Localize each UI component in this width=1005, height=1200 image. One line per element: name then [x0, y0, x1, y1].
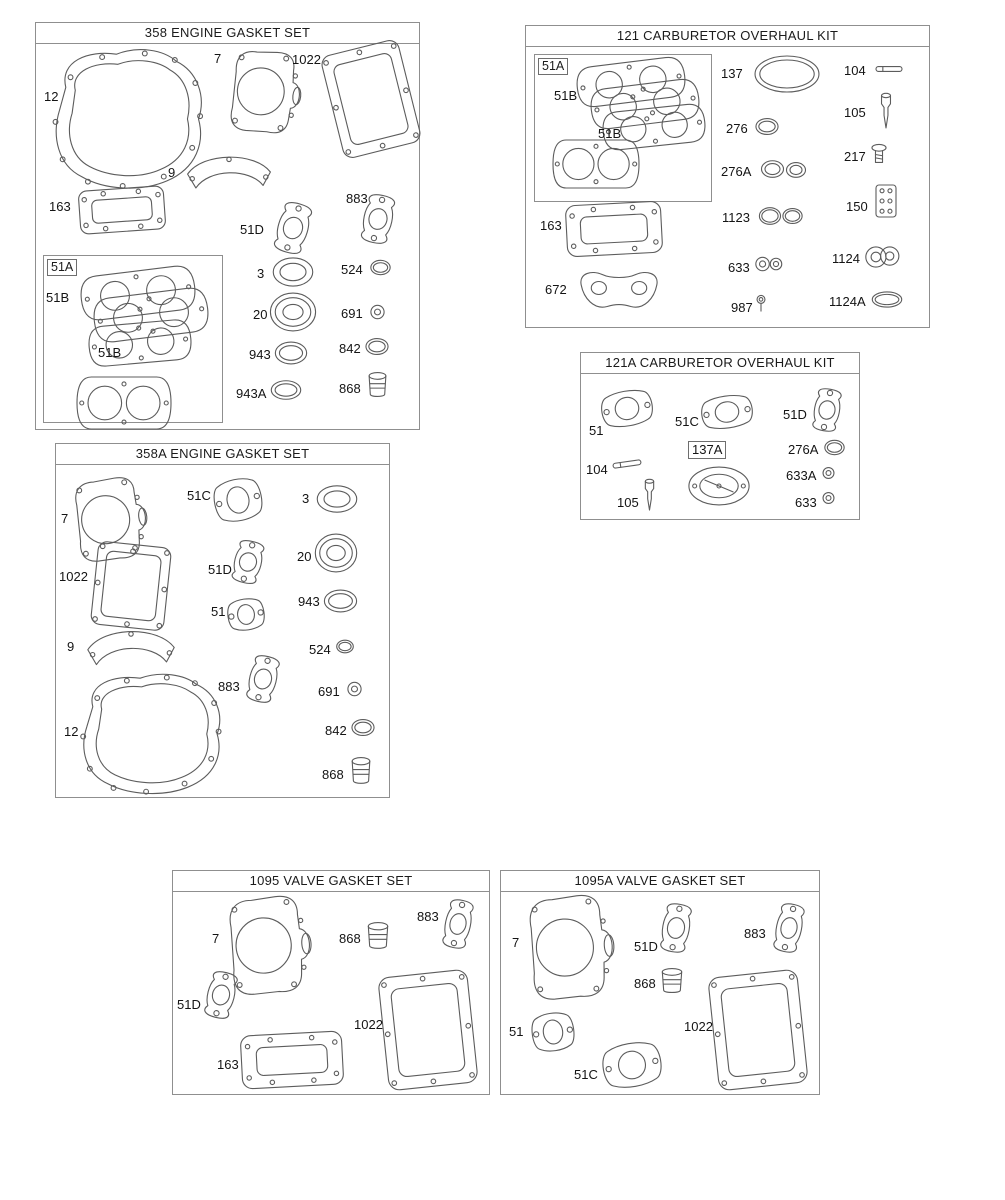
- part-drawing-524: [336, 639, 354, 654]
- part-label-51: 51: [589, 423, 604, 438]
- part-drawing-672: [577, 268, 661, 318]
- part-label-12: 12: [64, 724, 79, 739]
- part-drawing-1124: [866, 245, 899, 269]
- part-label-51B: 51B: [598, 126, 622, 141]
- part-label-51D: 51D: [783, 407, 807, 422]
- part-drawing-163: [564, 199, 665, 258]
- part-drawing-1123: [757, 205, 805, 227]
- part-label-1124A: 1124A: [829, 294, 866, 309]
- part-drawing-163: [239, 1029, 346, 1090]
- part-label-943: 943: [249, 347, 271, 362]
- part-label-217: 217: [844, 149, 866, 164]
- part-label-524: 524: [341, 262, 363, 277]
- part-label-987: 987: [731, 300, 753, 315]
- part-drawing-137A: [687, 465, 751, 507]
- part-drawing-51D: [226, 536, 270, 589]
- part-label-1123: 1123: [722, 210, 750, 225]
- part-label-51D: 51D: [177, 997, 201, 1012]
- part-drawing-943A: [270, 379, 302, 401]
- part-drawing-104: [875, 65, 903, 73]
- part-label-51C: 51C: [187, 488, 211, 503]
- part-label-104: 104: [844, 63, 866, 78]
- part-label-51B: 51B: [554, 88, 578, 103]
- part-drawing-868: [368, 372, 387, 398]
- part-drawing-150: [875, 184, 897, 218]
- part-drawing-105: [879, 93, 893, 129]
- part-label-163: 163: [217, 1057, 239, 1072]
- panel-358-engine-gasket-set: [35, 22, 420, 430]
- part-label-163: 163: [49, 199, 71, 214]
- part-drawing-9: [183, 151, 275, 193]
- part-drawing-943: [274, 340, 308, 366]
- panel-121a-carburetor-overhaul-kit: [580, 352, 860, 520]
- part-label-633: 633: [728, 260, 750, 275]
- part-drawing-868: [661, 968, 683, 994]
- part-label-524: 524: [309, 642, 331, 657]
- part-label-51D: 51D: [240, 222, 264, 237]
- part-drawing-51D: [267, 197, 318, 259]
- part-drawing-633: [822, 491, 835, 505]
- part-label-868: 868: [339, 931, 361, 946]
- part-label-137: 137: [721, 66, 743, 81]
- part-drawing-633A: [822, 466, 835, 480]
- panel-title: 1095 VALVE GASKET SET: [173, 871, 489, 892]
- part-label-12: 12: [44, 89, 59, 104]
- part-drawing-943: [323, 588, 358, 614]
- part-drawing-1022: [89, 539, 174, 632]
- part-drawing-51C: [208, 473, 268, 527]
- part-drawing-51D: [198, 967, 243, 1024]
- part-label-20: 20: [253, 307, 268, 322]
- part-label-868: 868: [634, 976, 656, 991]
- part-label-1124: 1124: [832, 251, 860, 266]
- part-label-20: 20: [297, 549, 312, 564]
- part-label-883: 883: [744, 926, 766, 941]
- part-drawing-842: [351, 718, 375, 737]
- part-label-1022: 1022: [59, 569, 88, 584]
- part-label-842: 842: [339, 341, 361, 356]
- part-label-868: 868: [322, 767, 344, 782]
- panel-title: 358A ENGINE GASKET SET: [56, 444, 389, 465]
- part-label-7: 7: [212, 931, 220, 946]
- part-drawing-842: [365, 337, 389, 356]
- part-label-3: 3: [302, 491, 310, 506]
- part-label-943: 943: [298, 594, 320, 609]
- part-drawing-twinport: [76, 375, 172, 431]
- part-label-51D: 51D: [634, 939, 658, 954]
- part-label-51: 51: [509, 1024, 524, 1039]
- panel-1095a-valve-gasket-set: [500, 870, 820, 1095]
- part-drawing-twinport: [86, 317, 193, 370]
- part-label-163: 163: [540, 218, 562, 233]
- part-label-1022: 1022: [354, 1017, 383, 1032]
- part-label-883: 883: [417, 909, 439, 924]
- part-drawing-twinport: [552, 138, 640, 190]
- part-drawing-1022: [318, 37, 424, 162]
- part-drawing-883: [437, 895, 479, 953]
- part-drawing-51: [596, 385, 658, 431]
- part-label-51C: 51C: [574, 1067, 598, 1082]
- part-drawing-868: [367, 922, 389, 950]
- part-drawing-276: [755, 117, 779, 136]
- part-drawing-276A: [824, 439, 845, 456]
- part-drawing-1022: [706, 968, 810, 1093]
- part-drawing-20: [314, 532, 358, 574]
- part-label-691: 691: [318, 684, 340, 699]
- part-label-883: 883: [346, 191, 368, 206]
- part-label-105: 105: [844, 105, 866, 120]
- part-label-3: 3: [257, 266, 265, 281]
- part-label-51D: 51D: [208, 562, 232, 577]
- part-drawing-12: [78, 672, 226, 796]
- part-label-276: 276: [726, 121, 748, 136]
- part-drawing-1124A: [871, 290, 903, 309]
- part-drawing-137: [753, 54, 821, 94]
- part-drawing-217: [871, 144, 887, 165]
- part-drawing-3: [272, 256, 314, 288]
- part-drawing-163: [77, 184, 168, 236]
- part-label-633A: 633A: [786, 468, 817, 483]
- part-label-9: 9: [67, 639, 75, 654]
- part-drawing-633: [755, 256, 783, 272]
- part-drawing-3: [316, 484, 358, 514]
- part-label-105: 105: [617, 495, 639, 510]
- part-drawing-1022: [376, 968, 480, 1093]
- part-label-104: 104: [586, 462, 608, 477]
- part-label-1022: 1022: [292, 52, 321, 67]
- part-label-691: 691: [341, 306, 363, 321]
- part-drawing-20: [269, 291, 317, 333]
- part-label-7: 7: [214, 51, 222, 66]
- part-drawing-883: [768, 899, 810, 957]
- part-drawing-51C: [697, 391, 757, 432]
- part-drawing-51: [224, 595, 268, 633]
- part-drawing-7: [521, 890, 623, 1004]
- part-label-883: 883: [218, 679, 240, 694]
- part-drawing-868: [351, 757, 371, 785]
- kit-group-label: 51A: [47, 259, 77, 276]
- panel-358a-engine-gasket-set: [55, 443, 390, 798]
- part-label-51C: 51C: [675, 414, 699, 429]
- part-drawing-691: [347, 681, 362, 697]
- part-label-9: 9: [168, 165, 176, 180]
- panel-title: 121 CARBURETOR OVERHAUL KIT: [526, 26, 929, 47]
- part-label-672: 672: [545, 282, 567, 297]
- part-drawing-691: [370, 304, 385, 320]
- part-label-633: 633: [795, 495, 817, 510]
- part-drawing-51: [527, 1009, 578, 1055]
- kit-group-label: 51A: [538, 58, 568, 75]
- part-drawing-524: [370, 259, 391, 276]
- part-drawing-104: [612, 458, 643, 470]
- panel-title: 1095A VALVE GASKET SET: [501, 871, 819, 892]
- part-label-276A: 276A: [721, 164, 752, 179]
- part-label-276A: 276A: [788, 442, 819, 457]
- part-label-868: 868: [339, 381, 361, 396]
- part-label-842: 842: [325, 723, 347, 738]
- panel-121-carburetor-overhaul-kit: [525, 25, 930, 328]
- part-label-51B: 51B: [98, 345, 122, 360]
- part-label-7: 7: [61, 511, 69, 526]
- part-drawing-51D: [807, 385, 847, 436]
- part-drawing-9: [83, 625, 179, 670]
- part-drawing-105: [643, 479, 656, 511]
- part-label-943A: 943A: [236, 386, 267, 401]
- part-label-150: 150: [846, 199, 868, 214]
- part-label-7: 7: [512, 935, 520, 950]
- part-label-51: 51: [211, 604, 226, 619]
- part-drawing-276A: [759, 158, 809, 181]
- panel-title: 121A CARBURETOR OVERHAUL KIT: [581, 353, 859, 374]
- part-label-51B: 51B: [46, 290, 70, 305]
- part-drawing-51D: [655, 899, 698, 956]
- panel-1095-valve-gasket-set: [172, 870, 490, 1095]
- panel-title: 358 ENGINE GASKET SET: [36, 23, 419, 44]
- part-drawing-883: [240, 651, 285, 708]
- part-drawing-51C: [596, 1037, 667, 1093]
- part-label-1022: 1022: [684, 1019, 713, 1034]
- part-drawing-987: [755, 294, 767, 312]
- part-label-137A: 137A: [688, 441, 726, 459]
